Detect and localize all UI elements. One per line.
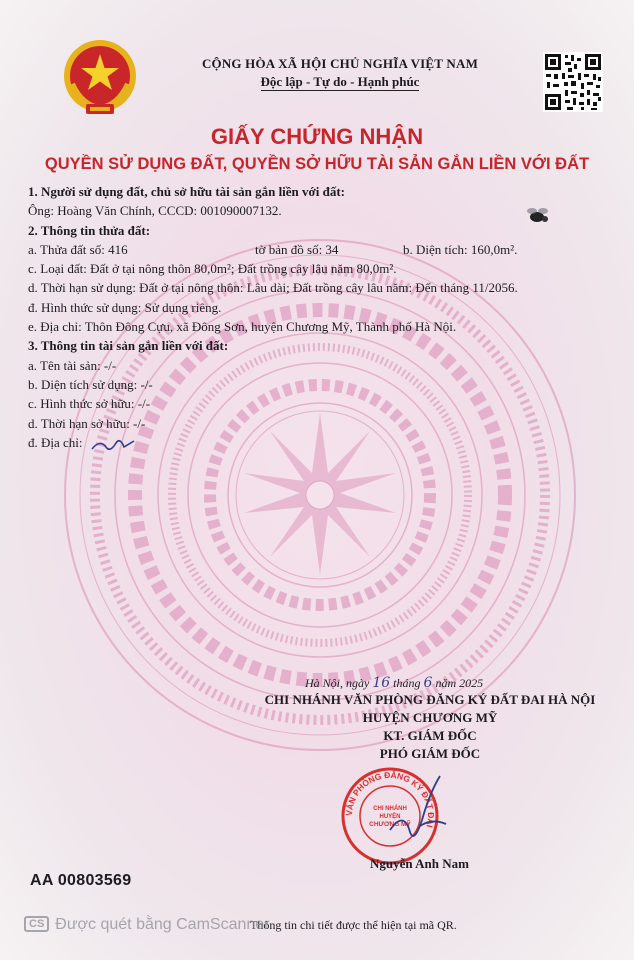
qr-footnote: Thông tin chi tiết được thể hiện tại mã QR. — [250, 918, 457, 932]
camscanner-watermark: CS Được quét bằng CamScanner — [24, 916, 269, 934]
insect-speck — [523, 203, 553, 229]
handwritten-signature — [380, 770, 460, 850]
national-motto: Độc lập - Tự do - Hạnh phúc — [260, 74, 420, 89]
svg-text:VĂN PHÒNG ĐĂNG KÝ ĐẤT ĐAI: VĂN PHÒNG ĐĂNG KÝ ĐẤT ĐAI — [343, 769, 437, 829]
term-line: d. Thời hạn sử dụng: Đất ở tại nông thôn: Lâu dài; Đất trồng cây lâu năm: Đến tháng 11/2056. — [28, 280, 518, 296]
parcel-number: a. Thửa đất số: 416 — [28, 241, 128, 257]
certificate-title: GIẤY CHỨNG NHẬN — [210, 124, 424, 149]
parcel-line — [28, 240, 618, 259]
svg-text:CHI NHÁNH: CHI NHÁNH — [373, 806, 407, 812]
office-name-line2: HUYỆN CHƯƠNG MỸ — [362, 710, 498, 725]
use-form-line: đ. Hình thức sử dụng: Sử dụng riêng. — [28, 299, 222, 315]
ownership-form-line: c. Hình thức sở hữu: -/- — [28, 396, 151, 412]
floor-area-line: b. Diện tích sử dụng: -/- — [28, 376, 153, 392]
section1-heading: 1. Người sử dụng đất, chủ sở hữu tài sản gắn liền với đất: — [28, 184, 345, 199]
republic-name: CỘNG HÒA XÃ HỘI CHỦ NGHĨA VIỆT NAM — [201, 56, 479, 71]
camscanner-logo-icon: CS — [24, 916, 49, 932]
handwritten-mark — [90, 435, 140, 457]
signer-name: Nguyễn Anh Nam — [370, 856, 469, 871]
asset-name-line: a. Tên tài sản: -/- — [28, 357, 117, 373]
parcel-area: b. Diện tích: 160,0m². — [403, 241, 518, 257]
ownership-term-line: d. Thời hạn sở hữu: -/- — [28, 415, 146, 431]
svg-text:HUYỆN: HUYỆN — [379, 814, 401, 820]
map-sheet-number: tờ bản đồ số: 34 — [255, 241, 339, 257]
parcel-address-line: e. Địa chỉ: Thôn Đông Cựu, xã Đông Sơn, huyện Chương Mỹ, Thành phố Hà Nội. — [28, 319, 457, 335]
deputy-director: PHÓ GIÁM ĐỐC — [379, 746, 481, 761]
asset-address-line: đ. Địa chỉ: — [28, 434, 83, 450]
qr-code-icon — [543, 52, 603, 112]
office-name-line1: CHI NHÁNH VĂN PHÒNG ĐĂNG KÝ ĐẤT ĐAI HÀ NỘI — [264, 692, 596, 707]
section2-heading: 2. Thông tin thửa đất: — [28, 222, 151, 238]
svg-text:CHƯƠNG MỸ: CHƯƠNG MỸ — [369, 821, 411, 828]
certificate-subtitle: QUYỀN SỬ DỤNG ĐẤT, QUYỀN SỞ HỮU TÀI SẢN GẮN LIỀN VỚI ĐẤT — [44, 155, 590, 173]
serial-number: AA 00803569 — [30, 872, 132, 889]
national-emblem-icon — [60, 38, 140, 122]
kt-director: KT. GIÁM ĐỐC — [383, 728, 477, 743]
section3-heading: 3. Thông tin tài sản gắn liền với đất: — [28, 338, 229, 354]
owner-line: Ông: Hoàng Văn Chính, CCCD: 001090007132. — [28, 203, 282, 219]
issue-date: Hà Nội, ngày 16 tháng 6 năm 2025 — [305, 675, 484, 691]
land-type-line: c. Loại đất: Đất ở tại nông thôn 80,0m²; Đất trồng cây lâu năm 80,0m². — [28, 261, 397, 277]
